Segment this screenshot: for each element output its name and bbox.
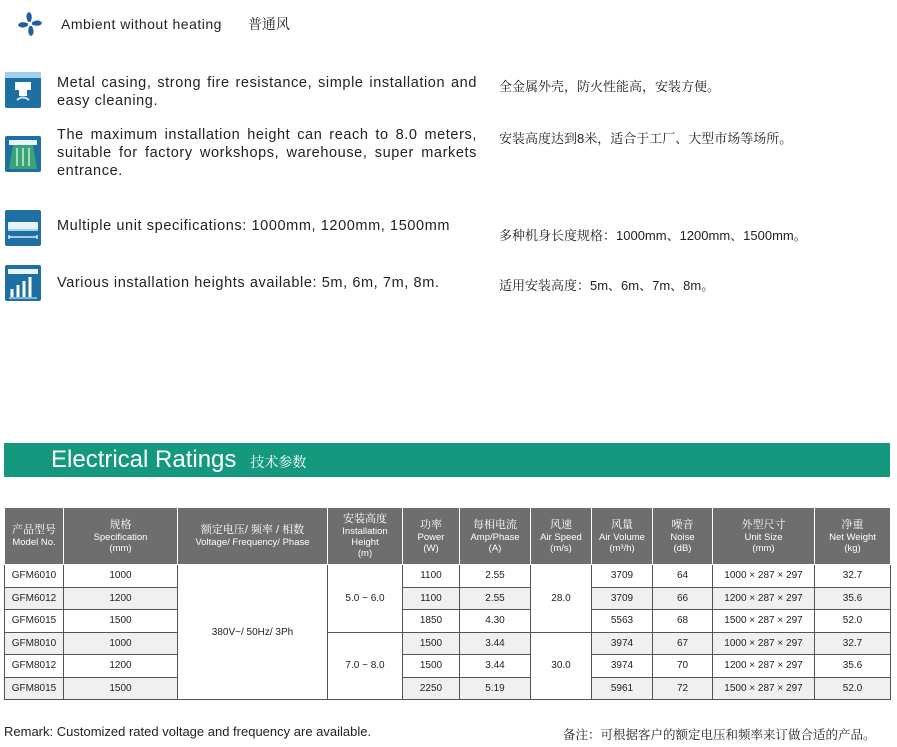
feature-1-text-en: Metal casing, strong fire resistance, simple installation and easy cleaning. [57, 75, 477, 109]
table-row [5, 565, 891, 588]
remark-en: Remark: Customized rated voltage and frequency are available. [4, 724, 372, 739]
cell-volume: 3974 [592, 655, 653, 678]
cell-weight: 35.6 [815, 587, 891, 610]
cell-volume: 5961 [592, 677, 653, 700]
cell-noise: 70 [653, 655, 713, 678]
cell-noise: 72 [653, 677, 713, 700]
cell-volume: 3974 [592, 632, 653, 655]
cell-power: 1100 [403, 587, 460, 610]
cell-noise: 66 [653, 587, 713, 610]
cell-amp: 3.44 [460, 632, 531, 655]
cell-height-b: 7.0 ~ 8.0 [328, 632, 403, 700]
cell-size: 1200 × 287 × 297 [713, 655, 815, 678]
cell-weight: 35.6 [815, 655, 891, 678]
table-row [5, 677, 891, 700]
cell-amp: 2.55 [460, 587, 531, 610]
cell-amp: 5.19 [460, 677, 531, 700]
feature-3-text-zh: 多种机身长度规格：1000mm、1200mm、1500mm。 [499, 228, 807, 243]
header-installation-height: 安装高度 Installation Height (m) [328, 508, 403, 565]
cell-weight: 32.7 [815, 632, 891, 655]
table-row [5, 632, 891, 655]
table-row [5, 655, 891, 678]
cell-weight: 52.0 [815, 610, 891, 633]
cell-power: 1500 [403, 632, 460, 655]
feature-1-text-zh: 全金属外壳，防火性能高，安装方便。 [499, 79, 721, 94]
cell-noise: 67 [653, 632, 713, 655]
header-net-weight: 净重 Net Weight (kg) [815, 508, 891, 565]
cell-weight: 52.0 [815, 677, 891, 700]
electrical-ratings-banner [4, 443, 890, 477]
remark-zh: 备注：可根据客户的额定电压和频率来订做合适的产品。 [563, 728, 876, 742]
header-amp-phase: 每相电流 Amp/Phase (A) [460, 508, 531, 565]
cell-volume: 5563 [592, 610, 653, 633]
cell-model: GFM6015 [5, 610, 64, 633]
cell-amp: 3.44 [460, 655, 531, 678]
cell-model: GFM6012 [5, 587, 64, 610]
cell-power: 2250 [403, 677, 460, 700]
ambient-mode [17, 10, 290, 38]
banner-title: Electrical Ratings [51, 446, 237, 473]
header-unit-size: 外型尺寸 Unit Size (mm) [713, 508, 815, 565]
cell-size: 1500 × 287 × 297 [713, 677, 815, 700]
cell-amp: 4.30 [460, 610, 531, 633]
banner-subtitle: 技术参数 [250, 454, 307, 470]
cell-model: GFM8010 [5, 632, 64, 655]
cell-model: GFM8012 [5, 655, 64, 678]
ambient-label-zh: 普通风 [247, 16, 290, 32]
cell-spec: 1200 [64, 655, 178, 678]
unit-length-icon [5, 210, 41, 246]
electrical-ratings-table [4, 507, 891, 700]
header-specification: 规格 Specification (mm) [64, 508, 178, 565]
cell-amp: 2.55 [460, 565, 531, 588]
feature-4-text-zh: 适用安装高度：5m、6m、7m、8m。 [499, 278, 715, 293]
height-levels-icon [5, 265, 41, 301]
header-voltage: 额定电压/ 频率 / 相数 Voltage/ Frequency/ Phase [178, 508, 328, 565]
cell-power: 1100 [403, 565, 460, 588]
cell-model: GFM6010 [5, 565, 64, 588]
ambient-label-en: Ambient without heating [61, 16, 222, 32]
header-air-volume: 风量 Air Volume (m³/h) [592, 508, 653, 565]
table-header-row [5, 508, 891, 565]
cell-spec: 1500 [64, 677, 178, 700]
cell-volume: 3709 [592, 565, 653, 588]
cell-size: 1000 × 287 × 297 [713, 565, 815, 588]
table-row [5, 610, 891, 633]
cell-noise: 64 [653, 565, 713, 588]
feature-2-text-zh: 安装高度达到8米，适合于工厂、大型市场等场所。 [499, 131, 793, 146]
feature-2-text-en: The maximum installation height can reach to 8.0 meters, suitable for factory workshops, warehouse, super markets entrance. [57, 127, 477, 179]
cell-spec: 1500 [64, 610, 178, 633]
cell-size: 1200 × 287 × 297 [713, 587, 815, 610]
table-row [5, 587, 891, 610]
easy-install-icon [5, 72, 41, 108]
cell-spec: 1000 [64, 565, 178, 588]
header-air-speed: 风速 Air Speed (m/s) [531, 508, 592, 565]
feature-3-text-en: Multiple unit specifications: 1000mm, 1200mm, 1500mm [57, 218, 451, 234]
cell-power: 1500 [403, 655, 460, 678]
cell-spec: 1000 [64, 632, 178, 655]
cell-noise: 68 [653, 610, 713, 633]
cell-size: 1500 × 287 × 297 [713, 610, 815, 633]
cell-size: 1000 × 287 × 297 [713, 632, 815, 655]
feature-4-text-en: Various installation heights available: 5m, 6m, 7m, 8m. [57, 275, 440, 291]
cell-spec: 1200 [64, 587, 178, 610]
cell-voltage: 380V~/ 50Hz/ 3Ph [178, 565, 328, 700]
cell-power: 1850 [403, 610, 460, 633]
cell-speed-a: 28.0 [531, 565, 592, 633]
installation-height-icon [5, 136, 41, 172]
cell-weight: 32.7 [815, 565, 891, 588]
cell-model: GFM8015 [5, 677, 64, 700]
cell-volume: 3709 [592, 587, 653, 610]
cell-speed-b: 30.0 [531, 632, 592, 700]
header-model: 产品型号 Model No. [5, 508, 64, 565]
header-power: 功率 Power (W) [403, 508, 460, 565]
header-noise: 噪音 Noise (dB) [653, 508, 713, 565]
fan-icon [17, 11, 43, 37]
cell-height-a: 5.0 ~ 6.0 [328, 565, 403, 633]
